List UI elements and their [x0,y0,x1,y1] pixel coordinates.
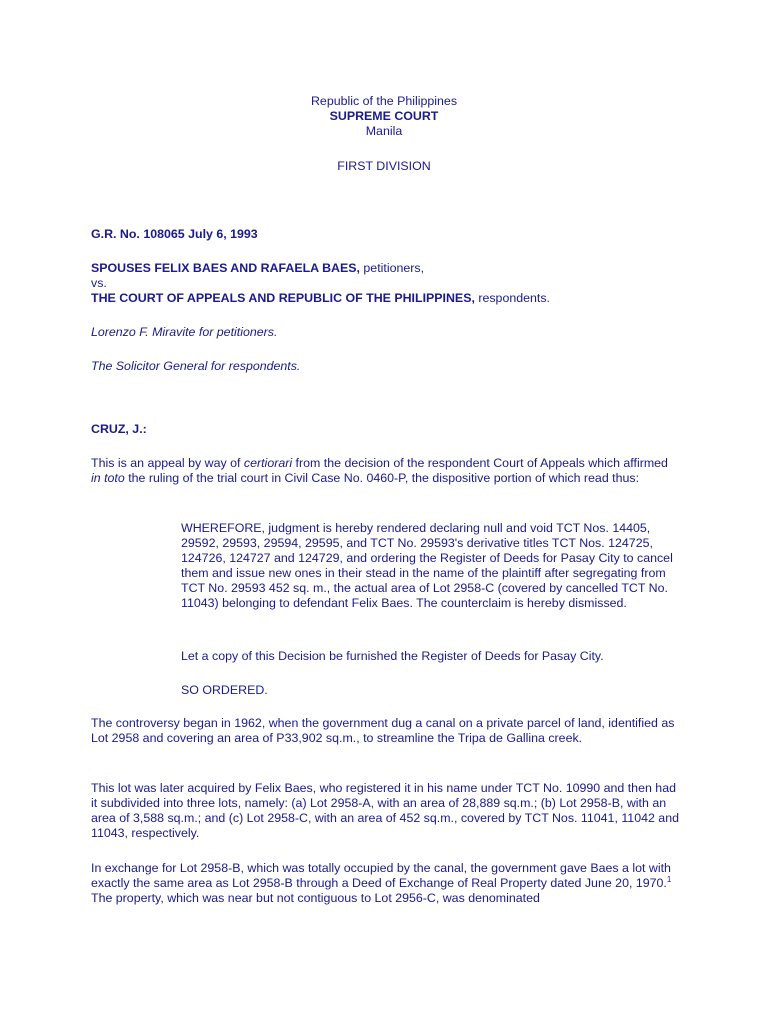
p4-part-a: In exchange for Lot 2958-B, which was totally occupied by the canal, the government gave Baes a lot with exactly the same area as Lot 2958-B through a Deed of Exchange of Real Property dated June 20, 1970. [91,861,671,890]
quote-dispositive: WHEREFORE, judgment is hereby rendered declaring null and void TCT Nos. 14405, 29592, 29593, 29594, 29595, and TCT No. 29593's derivative titles TCT Nos. 124725, 124726, 124727 and 124729, and ordering the Register of Deeds for Pasay City to cancel them and issue new ones in their stead in the name of the plaintiff after segregating from TCT No. 29593 452 sq. m., the actual area of Lot 2958-C (covered by cancelled TCT No. 11043) belonging to defendant Felix Baes. The counterclaim is hereby dismissed. [181,521,673,610]
p1-part-a: This is an appeal by way of [91,456,244,470]
respondents-line [91,291,681,306]
p1-part-b: from the decision of the respondent Court of Appeals which affirmed [292,456,668,470]
court-city: Manila [365,124,403,138]
footnote-link[interactable]: 1 [666,874,672,884]
gr-number [91,227,681,242]
counsel-respondents-text: The Solicitor General for respondents. [91,359,301,373]
paragraph-4 [91,861,681,906]
petitioners-line [91,261,681,276]
ponente [91,422,681,437]
division-title: FIRST DIVISION [337,159,431,173]
paragraph-1 [91,456,681,486]
p4-part-b: The property, which was near but not contiguous to Lot 2956-C, was denominated [91,891,540,905]
counsel-petitioners-text: Lorenzo F. Miravite for petitioners. [91,325,278,339]
p1-part-c: the ruling of the trial court in Civil Case No. 0460-P, the dispositive portion of which read thus: [124,471,640,485]
p1-in-toto: in toto [91,471,125,485]
ponente-text: CRUZ, J.: [91,422,147,436]
p1-certiorari: certiorari [243,456,293,470]
quote-furnish: Let a copy of this Decision be furnished the Register of Deeds for Pasay City. [181,649,604,663]
paragraph-3: This lot was later acquired by Felix Baes, who registered it in his name under TCT No. 10990 and then had it subdivided into three lots, namely: (a) Lot 2958-A, with an area of 28,889 sq.m.; (b) Lot 2958-B, with an area of 3,588 sq.m.; and (c) Lot 2958-C, with an area of 452 sq.m., covered by TCT Nos. 11041, 11042 and 11043, respectively. [91,781,679,840]
respondents-name: THE COURT OF APPEALS AND REPUBLIC OF THE PHILIPPINES, [91,291,475,305]
republic-line: Republic of the Philippines [310,94,458,108]
petitioners-name: SPOUSES FELIX BAES AND RAFAELA BAES, [91,261,360,275]
paragraph-2: The controversy began in 1962, when the government dug a canal on a private parcel of land, identified as Lot 2958 and covering an area of P33,902 sq.m., to streamline the Tripa de Gallina creek. [91,716,675,745]
versus-line: vs. [91,276,107,290]
quote-so-ordered: SO ORDERED. [181,683,268,697]
counsel-respondents [91,359,681,374]
court-name-text: SUPREME COURT [329,109,439,123]
gr-number-text: G.R. No. 108065 July 6, 1993 [91,227,258,241]
respondents-role: respondents. [474,291,550,305]
petitioners-role: petitioners, [359,261,425,275]
counsel-petitioners [91,325,681,340]
court-name [0,109,768,124]
